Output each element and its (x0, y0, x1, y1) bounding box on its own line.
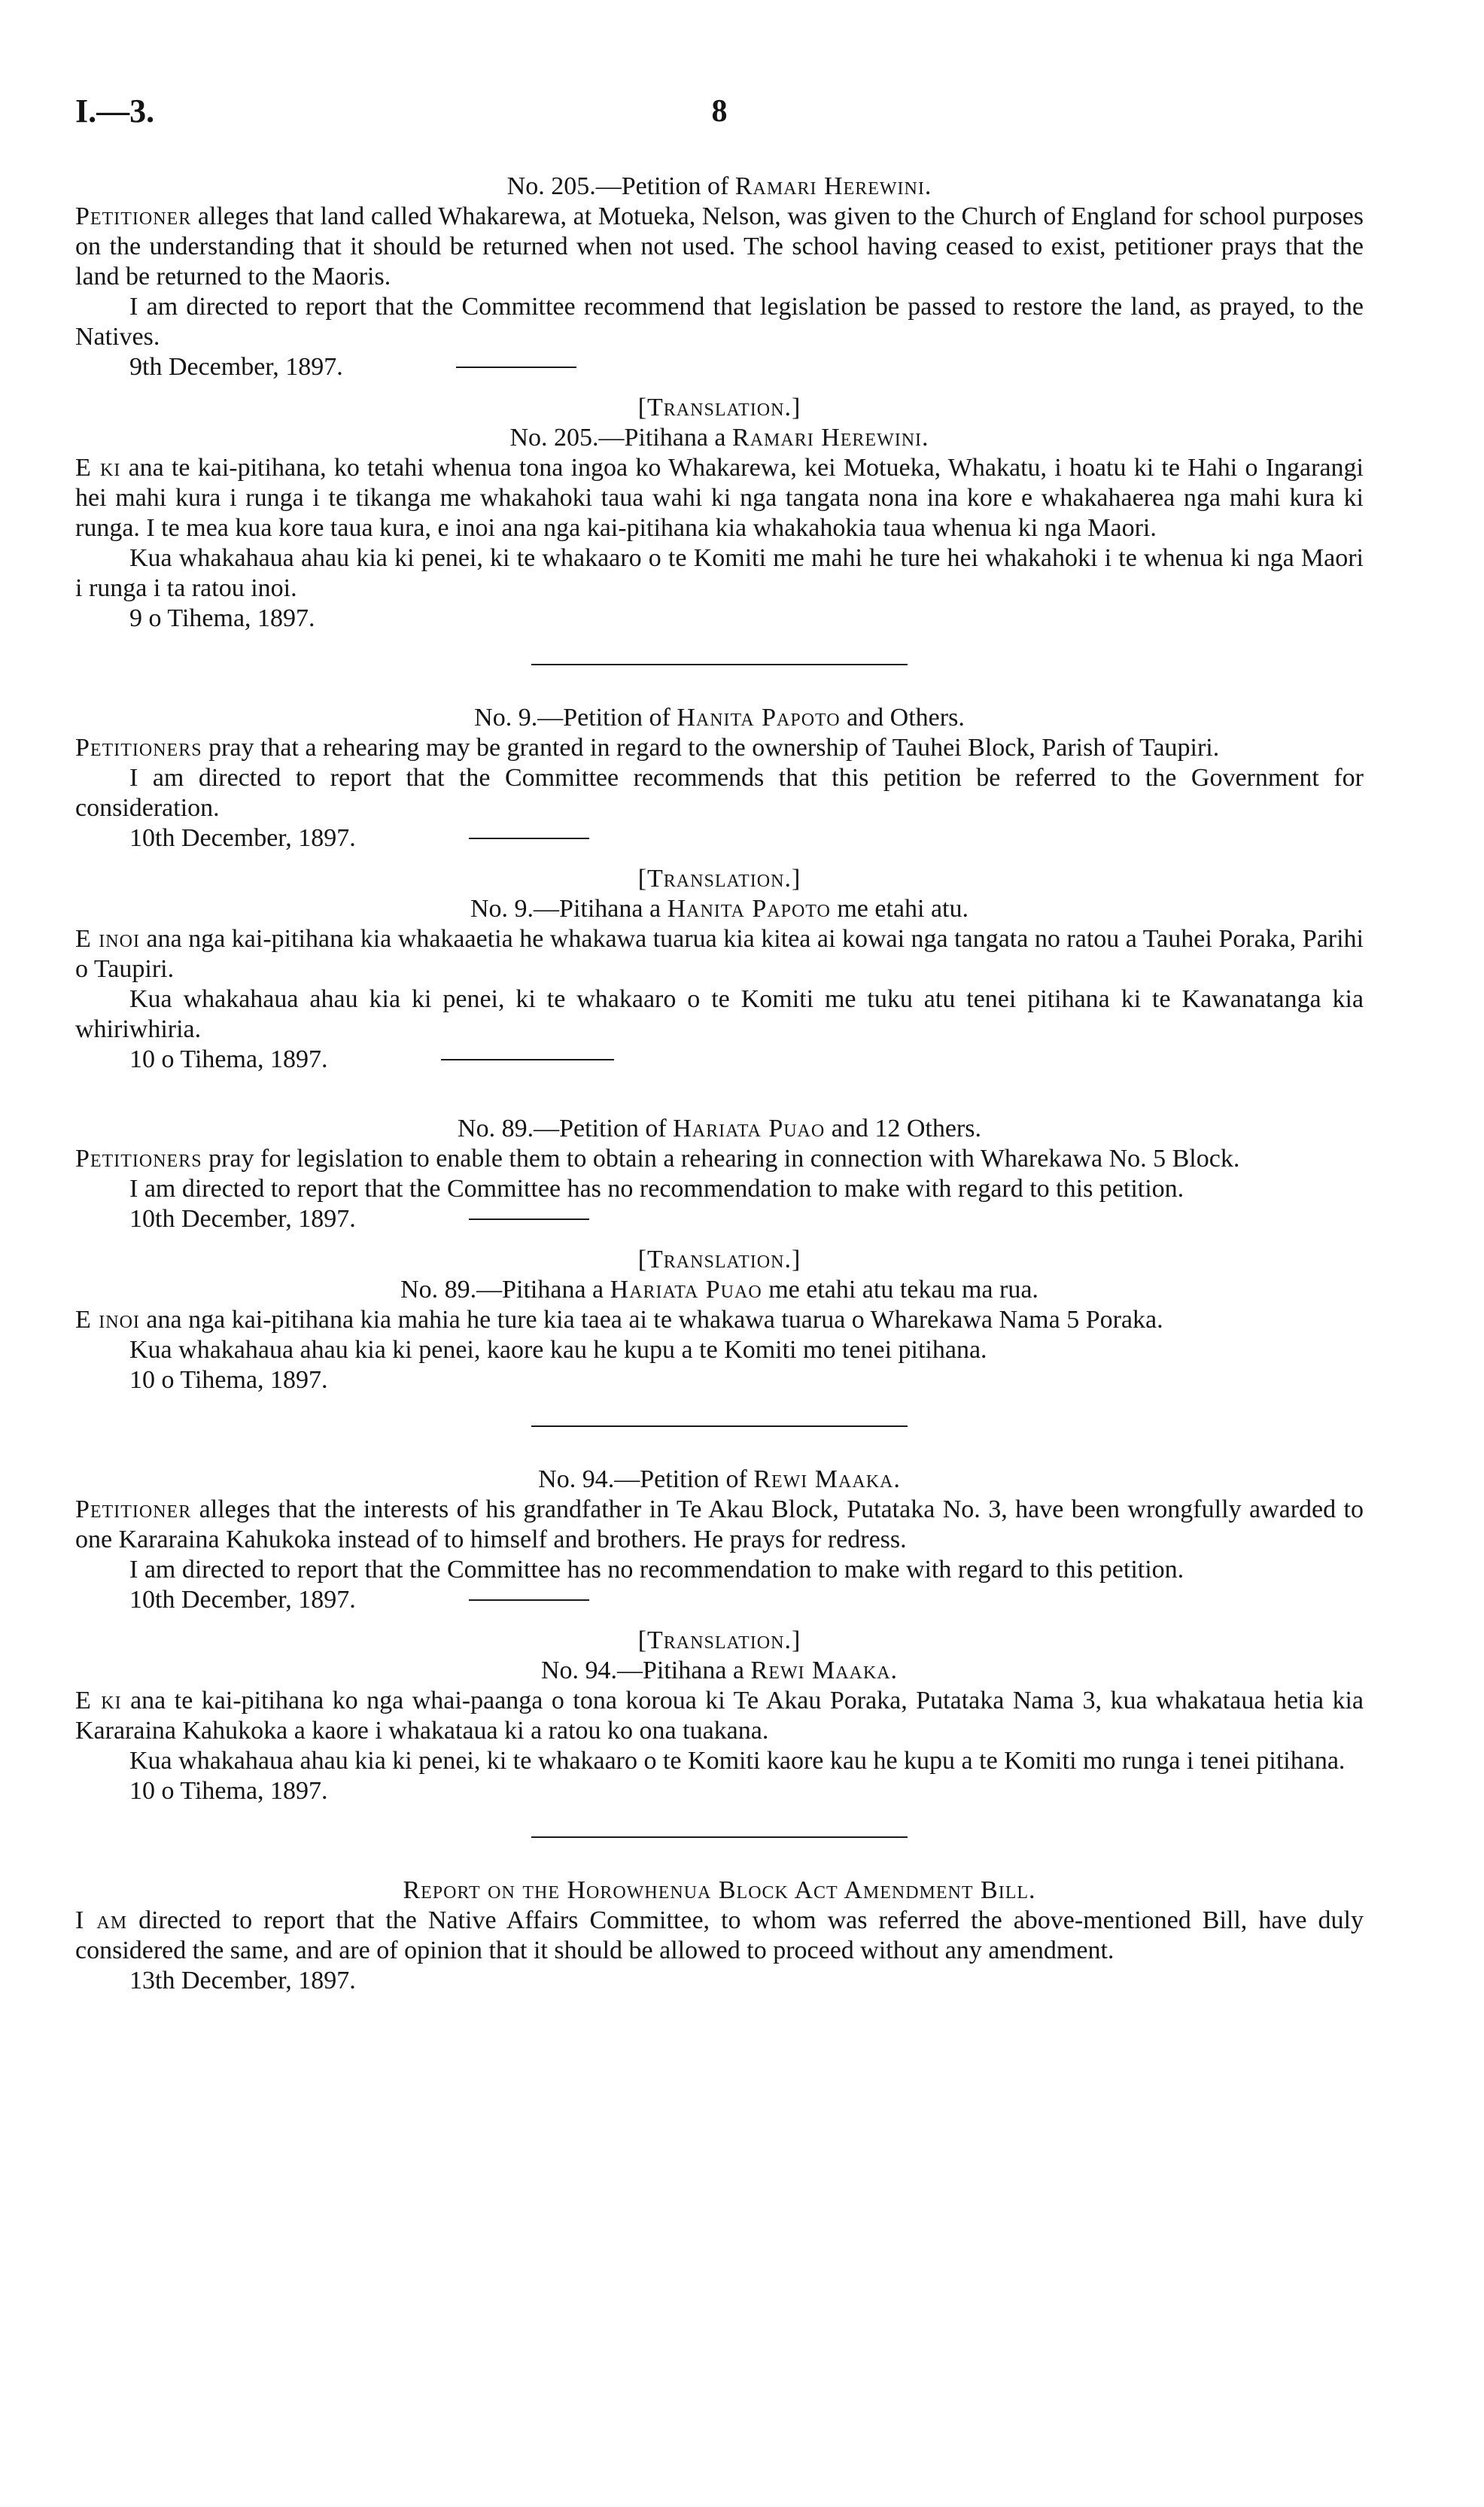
petition-89-translation-body (75, 1305, 1364, 1335)
petition-205-translation-report: Kua whakahaua ahau kia ki penei, ki te whakaaro o te Komiti me mahi he ture hei whakahoki i te whenua ki nga Maori i runga i ta ratou inoi. (75, 544, 1364, 602)
petitioner-name: Hanita Papoto (677, 704, 841, 732)
body-text: pray for legislation to enable them to obtain a rehearing in connection with Wharekawa No. 5 Block. (202, 1145, 1240, 1173)
petition-9-body (75, 733, 1364, 763)
lead-word: Petitioners (75, 734, 202, 762)
petition-89-title (75, 1114, 1364, 1144)
petitioner-name: Hanita Papoto (667, 895, 831, 923)
body-text: alleges that the interests of his grandfather in Te Akau Block, Putataka No. 3, have been wrongfully awarded to one Kararaina Kahukoka instead of to himself and brothers. He prays for redress. (75, 1495, 1364, 1553)
report-body (75, 1906, 1364, 1966)
petition-94-translation-report: Kua whakahaua ahau kia ki penei, ki te whakaaro o te Komiti kaore kau he kupu a te Komiti mo runga i tenei pitihana. (129, 1747, 1346, 1775)
translation-label: [Translation.] (637, 1626, 801, 1654)
petition-94 (75, 1465, 1364, 1806)
lead-word: I am (75, 1906, 128, 1934)
petition-9-translation-report: Kua whakahaua ahau kia ki penei, ki te whakaaro o te Komiti me tuku atu tenei pitihana ki te Kawanatanga kia whiriwhiria. (75, 985, 1364, 1043)
petition-9-title (75, 703, 1364, 733)
date-text: 10th December, 1897. (129, 824, 356, 852)
short-rule (456, 367, 576, 368)
title-prefix: No. 9.—Petition of (474, 704, 677, 732)
title-prefix: No. 94.—Petition of (538, 1465, 754, 1493)
petition-89 (75, 1114, 1364, 1395)
body-text: ana nga kai-pitihana kia whakaaetia he whakawa tuarua kia kitea ai kowai nga tangata no ratou a Tauhei Poraka, Parihi o Taupiri. (75, 925, 1364, 983)
short-rule (469, 1599, 589, 1601)
petition-9-date (75, 823, 1364, 853)
date-text: 10 o Tihema, 1897. (129, 1045, 328, 1073)
title-suffix: and Others. (840, 704, 965, 732)
date-text: 9th December, 1897. (129, 353, 343, 381)
body-text: directed to report that the Native Affairs Committee, to whom was referred the above-mentioned Bill, have duly considered the same, and are of opinion that it should be allowed to proceed without any amendment. (75, 1906, 1364, 1964)
petition-205-translation-body (75, 453, 1364, 543)
petition-94-title (75, 1465, 1364, 1495)
petition-9-translation-body (75, 924, 1364, 984)
body-text: pray that a rehearing may be granted in regard to the ownership of Tauhei Block, Parish of Taupiri. (202, 734, 1220, 762)
petition-89-report: I am directed to report that the Committee has no recommendation to make with regard to this petition. (129, 1175, 1184, 1203)
lead-word: Petitioners (75, 1145, 202, 1173)
title-prefix: No. 9.—Pitihana a (470, 895, 667, 923)
petition-205 (75, 172, 1364, 634)
petition-205-title (75, 172, 1364, 202)
short-rule (469, 838, 589, 839)
section-divider (531, 664, 908, 665)
date-text: 10 o Tihema, 1897. (129, 1777, 328, 1805)
page-reference: I.—3. (75, 93, 155, 129)
petition-205-translation-title (75, 423, 1364, 453)
lead-word: Petitioner (75, 202, 192, 230)
title-suffix: me etahi atu. (830, 895, 969, 923)
translation-label: [Translation.] (637, 865, 801, 893)
petition-94-body (75, 1495, 1364, 1555)
date-text: 10 o Tihema, 1897. (129, 1366, 328, 1394)
title-prefix: No. 89.—Petition of (458, 1115, 674, 1142)
body-text: ana te kai-pitihana, ko tetahi whenua tona ingoa ko Whakarewa, kei Motueka, Whakatu, i hoatu ki te Hahi o Ingarangi hei mahi kura i runga i te tikanga me whakahoki taua wahi ki nga tangata nona ina kore e whakahaerea nga mahi kura ki runga. I te mea kua kore taua kura, e inoi ana nga kai-pitihana kia whakahokia taua whenua ki nga Maori. (75, 454, 1364, 542)
title-prefix: No. 89.—Pitihana a (400, 1276, 610, 1304)
petition-9-translation-date (75, 1045, 1364, 1075)
body-text: alleges that land called Whakarewa, at Motueka, Nelson, was given to the Church of England for school purposes on the understanding that it should be returned when not used. The school having ceased to exist, petitioner prays that the land be returned to the Maoris. (75, 202, 1364, 291)
title-prefix: No. 205.—Petition of (506, 172, 735, 200)
petition-94-report: I am directed to report that the Committee has no recommendation to make with regard to this petition. (129, 1556, 1184, 1584)
lead-word: E inoi (75, 925, 140, 953)
date-text: 13th December, 1897. (129, 1967, 356, 1994)
report-horowhenua-bill (75, 1876, 1364, 1996)
title-suffix: me etahi atu tekau ma rua. (762, 1276, 1038, 1304)
title-prefix: No. 205.—Pitihana a (509, 424, 733, 452)
body-text: ana nga kai-pitihana kia mahia he ture kia taea ai te whakawa tuarua o Wharekawa Nama 5 Poraka. (139, 1306, 1163, 1334)
petition-205-date (75, 352, 1364, 382)
short-rule (441, 1059, 614, 1060)
petitioner-name: Rewi Maaka. (753, 1465, 901, 1493)
date-text: 9 o Tihema, 1897. (129, 604, 315, 632)
petition-89-date (75, 1204, 1364, 1234)
petition-94-date (75, 1585, 1364, 1615)
petition-205-body (75, 202, 1364, 292)
translation-label: [Translation.] (637, 1246, 801, 1273)
petition-9-report: I am directed to report that the Committee recommends that this petition be referred to the Government for consideration. (75, 764, 1364, 822)
petitioner-name: Rewi Maaka. (750, 1657, 899, 1684)
date-text: 10th December, 1897. (129, 1586, 356, 1614)
section-divider (531, 1090, 908, 1091)
page-number: 8 (711, 94, 728, 129)
petitioner-name: Ramari Herewini. (732, 424, 929, 452)
petitioner-name: Hariata Puao (610, 1276, 762, 1304)
lead-word: E inoi (75, 1306, 140, 1334)
date-text: 10th December, 1897. (129, 1205, 356, 1233)
petitioner-name: Ramari Herewini. (734, 172, 932, 200)
petition-205-translation-date (75, 604, 1364, 634)
petitioner-name: Hariata Puao (673, 1115, 826, 1142)
petition-205-report: I am directed to report that the Committee recommend that legislation be passed to restore the land, as prayed, to the Natives. (75, 293, 1364, 351)
title-prefix: No. 94.—Pitihana a (540, 1657, 751, 1684)
petition-94-translation-body (75, 1686, 1364, 1746)
title-suffix: and 12 Others. (825, 1115, 981, 1142)
lead-word: E ki (75, 1687, 122, 1714)
petition-89-translation-date (75, 1365, 1364, 1395)
body-text: ana te kai-pitihana ko nga whai-paanga o tona koroua ki Te Akau Poraka, Putataka Nama 3, kua whakataua hetia kia Kararaina Kahukoka a kaore i whakataua ki a ratou ko ona tuakana. (75, 1687, 1364, 1745)
page-header (75, 93, 1364, 134)
report-title: Report on the Horowhenua Block Act Amendment Bill. (403, 1876, 1036, 1904)
document-body (75, 172, 1364, 1996)
petition-89-translation-title (75, 1275, 1364, 1305)
section-divider (531, 1425, 908, 1427)
section-divider (531, 1836, 908, 1838)
lead-word: E ki (75, 454, 121, 482)
short-rule (469, 1219, 589, 1220)
petition-9-translation-title (75, 894, 1364, 924)
petition-89-body (75, 1144, 1364, 1174)
petition-9 (75, 703, 1364, 1075)
petition-94-translation-title (75, 1656, 1364, 1686)
translation-label: [Translation.] (637, 394, 801, 421)
petition-89-translation-report: Kua whakahaua ahau kia ki penei, kaore kau he kupu a te Komiti mo tenei pitihana. (129, 1336, 987, 1364)
report-date (75, 1966, 1364, 1996)
petition-94-translation-date (75, 1776, 1364, 1806)
lead-word: Petitioner (75, 1495, 192, 1523)
